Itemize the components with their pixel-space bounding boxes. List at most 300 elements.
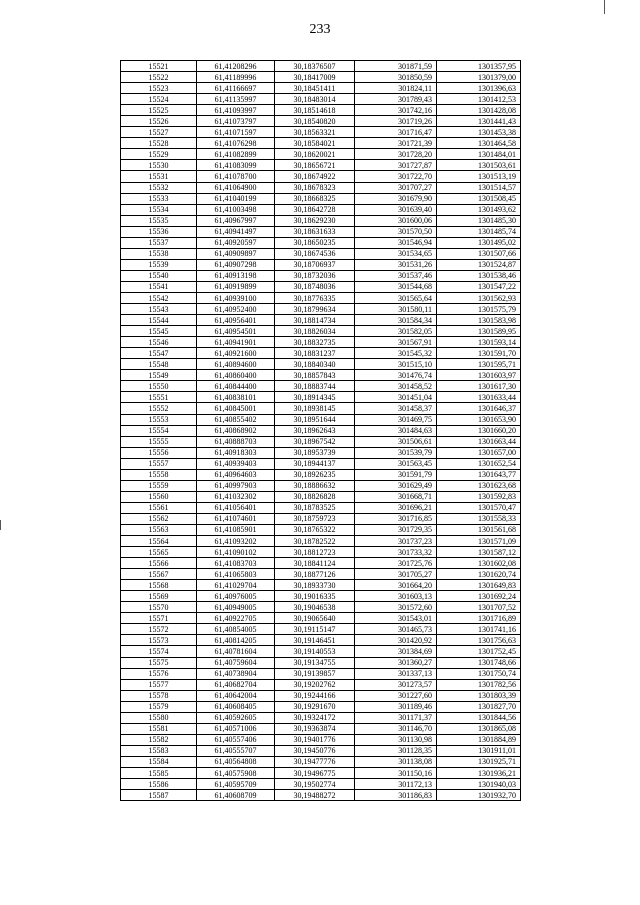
- longitude-cell: 30,19363874: [275, 723, 355, 734]
- y-coordinate-cell: 1301514,57: [437, 182, 521, 193]
- x-coordinate-cell: 301227,60: [355, 690, 437, 701]
- table-row: [121, 558, 521, 569]
- coordinates-table-body: [121, 61, 521, 801]
- point-number-cell: 15557: [121, 458, 197, 469]
- latitude-cell: 61,40844400: [197, 381, 275, 392]
- point-number-cell: 15568: [121, 580, 197, 591]
- x-coordinate-cell: 301570,50: [355, 226, 437, 237]
- latitude-cell: 61,40949005: [197, 602, 275, 613]
- longitude-cell: 30,18759723: [275, 513, 355, 524]
- longitude-cell: 30,18629230: [275, 215, 355, 226]
- point-number-cell: 15527: [121, 127, 197, 138]
- latitude-cell: 61,41093202: [197, 536, 275, 547]
- y-coordinate-cell: 1301508,45: [437, 193, 521, 204]
- table-row: [121, 193, 521, 204]
- x-coordinate-cell: 301273,57: [355, 679, 437, 690]
- x-coordinate-cell: 301639,40: [355, 204, 437, 215]
- y-coordinate-cell: 1301756,63: [437, 635, 521, 646]
- x-coordinate-cell: 301591,79: [355, 469, 437, 480]
- point-number-cell: 15574: [121, 646, 197, 657]
- x-coordinate-cell: 301727,87: [355, 160, 437, 171]
- x-coordinate-cell: 301360,27: [355, 657, 437, 668]
- latitude-cell: 61,41090102: [197, 547, 275, 558]
- longitude-cell: 30,18877126: [275, 569, 355, 580]
- x-coordinate-cell: 301721,39: [355, 138, 437, 149]
- table-row: [121, 425, 521, 436]
- table-row: [121, 712, 521, 723]
- point-number-cell: 15535: [121, 215, 197, 226]
- table-row: [121, 447, 521, 458]
- point-number-cell: 15522: [121, 72, 197, 83]
- table-row: [121, 83, 521, 94]
- x-coordinate-cell: 301458,52: [355, 381, 437, 392]
- point-number-cell: 15542: [121, 292, 197, 303]
- y-coordinate-cell: 1301513,19: [437, 171, 521, 182]
- table-row: [121, 547, 521, 558]
- y-coordinate-cell: 1301558,33: [437, 513, 521, 524]
- latitude-cell: 61,40941497: [197, 226, 275, 237]
- table-row: [121, 668, 521, 679]
- y-coordinate-cell: 1301663,44: [437, 436, 521, 447]
- table-row: [121, 580, 521, 591]
- point-number-cell: 15550: [121, 381, 197, 392]
- point-number-cell: 15524: [121, 94, 197, 105]
- y-coordinate-cell: 1301752,45: [437, 646, 521, 657]
- longitude-cell: 30,18668325: [275, 193, 355, 204]
- latitude-cell: 61,40922705: [197, 613, 275, 624]
- latitude-cell: 61,41208296: [197, 61, 275, 72]
- latitude-cell: 61,41003498: [197, 204, 275, 215]
- table-row: [121, 61, 521, 72]
- latitude-cell: 61,41032302: [197, 491, 275, 502]
- table-row: [121, 613, 521, 624]
- x-coordinate-cell: 301871,59: [355, 61, 437, 72]
- latitude-cell: 61,40888703: [197, 436, 275, 447]
- table-row: [121, 635, 521, 646]
- longitude-cell: 30,18840340: [275, 359, 355, 370]
- y-coordinate-cell: 1301441,43: [437, 116, 521, 127]
- y-coordinate-cell: 1301617,30: [437, 381, 521, 392]
- x-coordinate-cell: 301171,37: [355, 712, 437, 723]
- longitude-cell: 30,19244166: [275, 690, 355, 701]
- longitude-cell: 30,18883744: [275, 381, 355, 392]
- longitude-cell: 30,19324172: [275, 712, 355, 723]
- point-number-cell: 15525: [121, 105, 197, 116]
- longitude-cell: 30,18832735: [275, 337, 355, 348]
- x-coordinate-cell: 301469,75: [355, 414, 437, 425]
- y-coordinate-cell: 1301657,00: [437, 447, 521, 458]
- point-number-cell: 15551: [121, 392, 197, 403]
- longitude-cell: 30,18620021: [275, 149, 355, 160]
- point-number-cell: 15544: [121, 315, 197, 326]
- table-row: [121, 204, 521, 215]
- latitude-cell: 61,41166697: [197, 83, 275, 94]
- table-row: [121, 370, 521, 381]
- point-number-cell: 15564: [121, 536, 197, 547]
- latitude-cell: 61,41083703: [197, 558, 275, 569]
- y-coordinate-cell: 1301583,98: [437, 315, 521, 326]
- y-coordinate-cell: 1301602,08: [437, 558, 521, 569]
- scan-edge-mark-left: [0, 520, 1, 530]
- y-coordinate-cell: 1301493,62: [437, 204, 521, 215]
- longitude-cell: 30,18953739: [275, 447, 355, 458]
- latitude-cell: 61,41083099: [197, 160, 275, 171]
- y-coordinate-cell: 1301911,01: [437, 745, 521, 756]
- table-row: [121, 679, 521, 690]
- longitude-cell: 30,18642728: [275, 204, 355, 215]
- table-row: [121, 270, 521, 281]
- x-coordinate-cell: 301186,83: [355, 790, 437, 801]
- point-number-cell: 15537: [121, 237, 197, 248]
- latitude-cell: 61,40738904: [197, 668, 275, 679]
- table-row: [121, 127, 521, 138]
- table-row: [121, 657, 521, 668]
- y-coordinate-cell: 1301646,37: [437, 403, 521, 414]
- point-number-cell: 15567: [121, 569, 197, 580]
- y-coordinate-cell: 1301932,70: [437, 790, 521, 801]
- point-number-cell: 15579: [121, 701, 197, 712]
- longitude-cell: 30,18483014: [275, 94, 355, 105]
- longitude-cell: 30,18417009: [275, 72, 355, 83]
- x-coordinate-cell: 301128,35: [355, 745, 437, 756]
- longitude-cell: 30,18826828: [275, 491, 355, 502]
- longitude-cell: 30,18812723: [275, 547, 355, 558]
- table-row: [121, 281, 521, 292]
- longitude-cell: 30,18451411: [275, 83, 355, 94]
- x-coordinate-cell: 301567,91: [355, 337, 437, 348]
- point-number-cell: 15552: [121, 403, 197, 414]
- y-coordinate-cell: 1301653,90: [437, 414, 521, 425]
- y-coordinate-cell: 1301547,22: [437, 281, 521, 292]
- longitude-cell: 30,19477776: [275, 756, 355, 767]
- x-coordinate-cell: 301696,21: [355, 502, 437, 513]
- table-row: [121, 458, 521, 469]
- x-coordinate-cell: 301534,65: [355, 248, 437, 259]
- table-row: [121, 591, 521, 602]
- table-row: [121, 414, 521, 425]
- latitude-cell: 61,41076298: [197, 138, 275, 149]
- latitude-cell: 61,40939100: [197, 292, 275, 303]
- latitude-cell: 61,40555707: [197, 745, 275, 756]
- latitude-cell: 61,40976005: [197, 591, 275, 602]
- longitude-cell: 30,19488272: [275, 790, 355, 801]
- point-number-cell: 15539: [121, 259, 197, 270]
- longitude-cell: 30,19291670: [275, 701, 355, 712]
- y-coordinate-cell: 1301570,47: [437, 502, 521, 513]
- point-number-cell: 15531: [121, 171, 197, 182]
- table-row: [121, 524, 521, 535]
- x-coordinate-cell: 301600,06: [355, 215, 437, 226]
- y-coordinate-cell: 1301592,83: [437, 491, 521, 502]
- x-coordinate-cell: 301563,45: [355, 458, 437, 469]
- longitude-cell: 30,18656721: [275, 160, 355, 171]
- point-number-cell: 15540: [121, 270, 197, 281]
- y-coordinate-cell: 1301379,00: [437, 72, 521, 83]
- table-row: [121, 768, 521, 779]
- x-coordinate-cell: 301668,71: [355, 491, 437, 502]
- longitude-cell: 30,18674536: [275, 248, 355, 259]
- x-coordinate-cell: 301146,70: [355, 723, 437, 734]
- point-number-cell: 15570: [121, 602, 197, 613]
- longitude-cell: 30,19016335: [275, 591, 355, 602]
- y-coordinate-cell: 1301750,74: [437, 668, 521, 679]
- longitude-cell: 30,18944137: [275, 458, 355, 469]
- longitude-cell: 30,18799634: [275, 304, 355, 315]
- longitude-cell: 30,18765322: [275, 524, 355, 535]
- point-number-cell: 15530: [121, 160, 197, 171]
- y-coordinate-cell: 1301741,16: [437, 624, 521, 635]
- x-coordinate-cell: 301580,11: [355, 304, 437, 315]
- point-number-cell: 15538: [121, 248, 197, 259]
- y-coordinate-cell: 1301707,52: [437, 602, 521, 613]
- x-coordinate-cell: 301545,32: [355, 348, 437, 359]
- x-coordinate-cell: 301337,13: [355, 668, 437, 679]
- longitude-cell: 30,18914345: [275, 392, 355, 403]
- latitude-cell: 61,40909897: [197, 248, 275, 259]
- latitude-cell: 61,41071597: [197, 127, 275, 138]
- table-row: [121, 392, 521, 403]
- table-row: [121, 723, 521, 734]
- x-coordinate-cell: 301537,46: [355, 270, 437, 281]
- latitude-cell: 61,40956401: [197, 315, 275, 326]
- point-number-cell: 15532: [121, 182, 197, 193]
- latitude-cell: 61,40682704: [197, 679, 275, 690]
- x-coordinate-cell: 301733,32: [355, 547, 437, 558]
- longitude-cell: 30,18540820: [275, 116, 355, 127]
- x-coordinate-cell: 301138,08: [355, 756, 437, 767]
- x-coordinate-cell: 301172,13: [355, 779, 437, 790]
- point-number-cell: 15549: [121, 370, 197, 381]
- x-coordinate-cell: 301384,69: [355, 646, 437, 657]
- table-row: [121, 756, 521, 767]
- longitude-cell: 30,18857843: [275, 370, 355, 381]
- table-row: [121, 690, 521, 701]
- table-row: [121, 105, 521, 116]
- y-coordinate-cell: 1301575,79: [437, 304, 521, 315]
- x-coordinate-cell: 301531,26: [355, 259, 437, 270]
- table-row: [121, 326, 521, 337]
- longitude-cell: 30,18783525: [275, 502, 355, 513]
- table-row: [121, 226, 521, 237]
- latitude-cell: 61,40954501: [197, 326, 275, 337]
- table-row: [121, 790, 521, 801]
- latitude-cell: 61,40592605: [197, 712, 275, 723]
- point-number-cell: 15571: [121, 613, 197, 624]
- table-row: [121, 182, 521, 193]
- latitude-cell: 61,40595709: [197, 779, 275, 790]
- point-number-cell: 15584: [121, 756, 197, 767]
- table-row: [121, 94, 521, 105]
- x-coordinate-cell: 301189,46: [355, 701, 437, 712]
- point-number-cell: 15554: [121, 425, 197, 436]
- x-coordinate-cell: 301582,05: [355, 326, 437, 337]
- point-number-cell: 15543: [121, 304, 197, 315]
- longitude-cell: 30,18938145: [275, 403, 355, 414]
- point-number-cell: 15559: [121, 480, 197, 491]
- y-coordinate-cell: 1301503,61: [437, 160, 521, 171]
- point-number-cell: 15556: [121, 447, 197, 458]
- y-coordinate-cell: 1301507,66: [437, 248, 521, 259]
- latitude-cell: 61,40967997: [197, 215, 275, 226]
- x-coordinate-cell: 301824,11: [355, 83, 437, 94]
- y-coordinate-cell: 1301649,83: [437, 580, 521, 591]
- x-coordinate-cell: 301465,73: [355, 624, 437, 635]
- latitude-cell: 61,41082899: [197, 149, 275, 160]
- longitude-cell: 30,19496775: [275, 768, 355, 779]
- x-coordinate-cell: 301722,70: [355, 171, 437, 182]
- longitude-cell: 30,18631633: [275, 226, 355, 237]
- point-number-cell: 15521: [121, 61, 197, 72]
- latitude-cell: 61,40838101: [197, 392, 275, 403]
- longitude-cell: 30,18678323: [275, 182, 355, 193]
- table-row: [121, 480, 521, 491]
- scan-edge-mark-top: [604, 0, 605, 14]
- table-row: [121, 734, 521, 745]
- y-coordinate-cell: 1301940,03: [437, 779, 521, 790]
- table-row: [121, 215, 521, 226]
- y-coordinate-cell: 1301633,44: [437, 392, 521, 403]
- latitude-cell: 61,40571006: [197, 723, 275, 734]
- latitude-cell: 61,41074601: [197, 513, 275, 524]
- y-coordinate-cell: 1301593,14: [437, 337, 521, 348]
- longitude-cell: 30,19046538: [275, 602, 355, 613]
- x-coordinate-cell: 301546,94: [355, 237, 437, 248]
- x-coordinate-cell: 301544,68: [355, 281, 437, 292]
- latitude-cell: 61,40759604: [197, 657, 275, 668]
- latitude-cell: 61,40919899: [197, 281, 275, 292]
- y-coordinate-cell: 1301464,58: [437, 138, 521, 149]
- latitude-cell: 61,40855402: [197, 414, 275, 425]
- table-row: [121, 469, 521, 480]
- table-row: [121, 403, 521, 414]
- x-coordinate-cell: 301476,74: [355, 370, 437, 381]
- y-coordinate-cell: 1301748,66: [437, 657, 521, 668]
- longitude-cell: 30,18951644: [275, 414, 355, 425]
- x-coordinate-cell: 301584,34: [355, 315, 437, 326]
- point-number-cell: 15533: [121, 193, 197, 204]
- x-coordinate-cell: 301565,64: [355, 292, 437, 303]
- latitude-cell: 61,40918303: [197, 447, 275, 458]
- latitude-cell: 61,40781604: [197, 646, 275, 657]
- longitude-cell: 30,18962643: [275, 425, 355, 436]
- latitude-cell: 61,41029704: [197, 580, 275, 591]
- point-number-cell: 15536: [121, 226, 197, 237]
- table-row: [121, 259, 521, 270]
- longitude-cell: 30,19139857: [275, 668, 355, 679]
- y-coordinate-cell: 1301591,70: [437, 348, 521, 359]
- x-coordinate-cell: 301679,90: [355, 193, 437, 204]
- table-row: [121, 248, 521, 259]
- longitude-cell: 30,18674922: [275, 171, 355, 182]
- x-coordinate-cell: 301451,04: [355, 392, 437, 403]
- point-number-cell: 15558: [121, 469, 197, 480]
- y-coordinate-cell: 1301643,77: [437, 469, 521, 480]
- longitude-cell: 30,19065640: [275, 613, 355, 624]
- y-coordinate-cell: 1301827,70: [437, 701, 521, 712]
- y-coordinate-cell: 1301936,21: [437, 768, 521, 779]
- longitude-cell: 30,19146451: [275, 635, 355, 646]
- y-coordinate-cell: 1301524,87: [437, 259, 521, 270]
- latitude-cell: 61,40921600: [197, 348, 275, 359]
- point-number-cell: 15547: [121, 348, 197, 359]
- y-coordinate-cell: 1301620,74: [437, 569, 521, 580]
- latitude-cell: 61,40564808: [197, 756, 275, 767]
- x-coordinate-cell: 301572,60: [355, 602, 437, 613]
- latitude-cell: 61,40997903: [197, 480, 275, 491]
- x-coordinate-cell: 301603,13: [355, 591, 437, 602]
- point-number-cell: 15573: [121, 635, 197, 646]
- latitude-cell: 61,40557406: [197, 734, 275, 745]
- latitude-cell: 61,41189996: [197, 72, 275, 83]
- point-number-cell: 15534: [121, 204, 197, 215]
- x-coordinate-cell: 301543,01: [355, 613, 437, 624]
- table-row: [121, 491, 521, 502]
- table-row: [121, 745, 521, 756]
- point-number-cell: 15541: [121, 281, 197, 292]
- point-number-cell: 15583: [121, 745, 197, 756]
- longitude-cell: 30,18967542: [275, 436, 355, 447]
- longitude-cell: 30,18584021: [275, 138, 355, 149]
- y-coordinate-cell: 1301485,30: [437, 215, 521, 226]
- x-coordinate-cell: 301789,43: [355, 94, 437, 105]
- point-number-cell: 15562: [121, 513, 197, 524]
- latitude-cell: 61,41056401: [197, 502, 275, 513]
- table-row: [121, 160, 521, 171]
- x-coordinate-cell: 301664,20: [355, 580, 437, 591]
- latitude-cell: 61,40814205: [197, 635, 275, 646]
- latitude-cell: 61,40608405: [197, 701, 275, 712]
- longitude-cell: 30,18748036: [275, 281, 355, 292]
- table-row: [121, 701, 521, 712]
- longitude-cell: 30,18926235: [275, 469, 355, 480]
- y-coordinate-cell: 1301485,74: [437, 226, 521, 237]
- longitude-cell: 30,18782522: [275, 536, 355, 547]
- y-coordinate-cell: 1301587,12: [437, 547, 521, 558]
- y-coordinate-cell: 1301396,63: [437, 83, 521, 94]
- point-number-cell: 15523: [121, 83, 197, 94]
- x-coordinate-cell: 301130,98: [355, 734, 437, 745]
- table-row: [121, 116, 521, 127]
- point-number-cell: 15563: [121, 524, 197, 535]
- table-row: [121, 337, 521, 348]
- x-coordinate-cell: 301150,16: [355, 768, 437, 779]
- y-coordinate-cell: 1301782,56: [437, 679, 521, 690]
- longitude-cell: 30,18776335: [275, 292, 355, 303]
- point-number-cell: 15586: [121, 779, 197, 790]
- page-number: 233: [309, 22, 331, 37]
- longitude-cell: 30,19134755: [275, 657, 355, 668]
- longitude-cell: 30,19401776: [275, 734, 355, 745]
- y-coordinate-cell: 1301603,97: [437, 370, 521, 381]
- latitude-cell: 61,41078700: [197, 171, 275, 182]
- point-number-cell: 15553: [121, 414, 197, 425]
- x-coordinate-cell: 301484,63: [355, 425, 437, 436]
- x-coordinate-cell: 301506,61: [355, 436, 437, 447]
- y-coordinate-cell: 1301412,53: [437, 94, 521, 105]
- point-number-cell: 15581: [121, 723, 197, 734]
- longitude-cell: 30,18841124: [275, 558, 355, 569]
- x-coordinate-cell: 301729,35: [355, 524, 437, 535]
- point-number-cell: 15548: [121, 359, 197, 370]
- latitude-cell: 61,40952400: [197, 304, 275, 315]
- table-row: [121, 72, 521, 83]
- y-coordinate-cell: 1301925,71: [437, 756, 521, 767]
- point-number-cell: 15587: [121, 790, 197, 801]
- table-row: [121, 304, 521, 315]
- longitude-cell: 30,18563321: [275, 127, 355, 138]
- y-coordinate-cell: 1301428,08: [437, 105, 521, 116]
- point-number-cell: 15545: [121, 326, 197, 337]
